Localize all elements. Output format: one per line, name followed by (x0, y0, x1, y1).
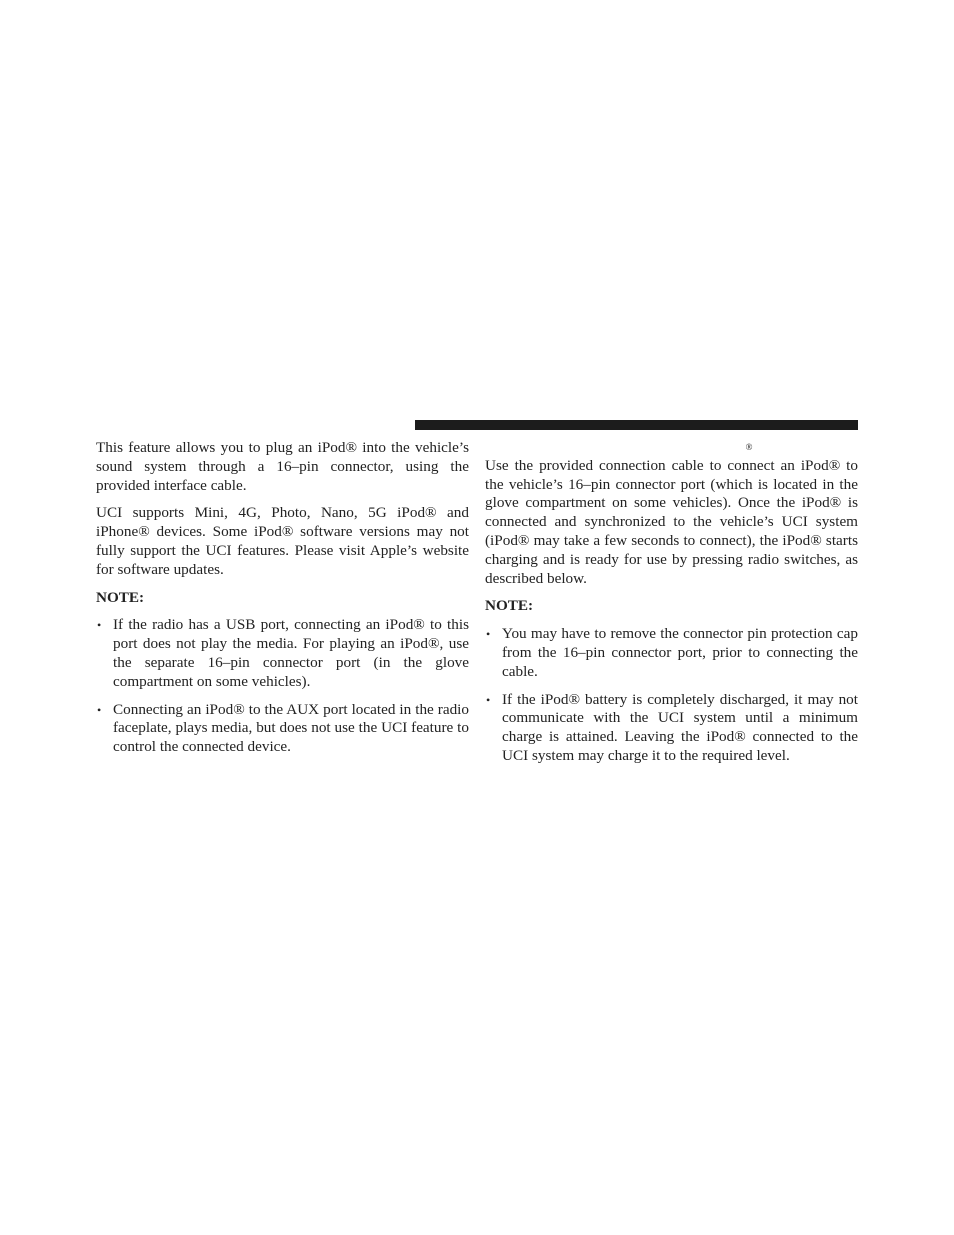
heading-registered-mark: ® (745, 442, 753, 452)
left-column (96, 439, 469, 766)
note-text: If the radio has a USB port, connecting an iPod® to this port does not play the media. For playing an iPod®, use the separate 16–pin connector port (in the glove compartment on some vehicles). (113, 616, 469, 690)
note-list (96, 616, 469, 757)
intro-paragraph: This feature allows you to plug an iPod® into the vehicle’s sound system through a 16–pin connector, using the provided interface cable. (96, 439, 469, 494)
supported-devices-paragraph: UCI supports Mini, 4G, Photo, Nano, 5G iPod® and iPhone® devices. Some iPod® software versions may not fully support the UCI features. Please visit Apple’s website for software updates. (96, 504, 469, 578)
note-list (485, 625, 858, 766)
note-text: Connecting an iPod® to the AUX port located in the radio faceplate, plays media, but does not use the UCI feature to control the connected device. (113, 700, 469, 756)
section-header-bar (415, 420, 858, 430)
note-label: NOTE: (96, 588, 145, 606)
note-item (96, 701, 469, 757)
bullet-icon: • (486, 692, 491, 707)
bullet-icon: • (97, 702, 102, 717)
note-item (485, 625, 858, 681)
note-item (485, 691, 858, 766)
connection-paragraph: Use the provided connection cable to connect an iPod® to the vehicle’s 16–pin connector port (which is located in the glove compartment on some vehicles). Once the iPod® is connected and synchronized to the vehicle’s UCI system (iPod® may take a few seconds to connect), the iPod® starts charging and is ready for use by pressing radio switches, as described below. (485, 456, 858, 587)
note-label: NOTE: (485, 597, 534, 615)
bullet-icon: • (486, 627, 491, 642)
bullet-icon: • (97, 618, 102, 633)
note-text: If the iPod® battery is completely discharged, it may not communicate with the UCI system until a minimum charge is attained. Leaving the iPod® connected to the UCI system may charge it to the required level. (502, 690, 858, 764)
right-column (485, 438, 858, 775)
note-text: You may have to remove the connector pin protection cap from the 16–pin connector port, prior to connecting the cable. (502, 625, 858, 680)
note-item (96, 616, 469, 691)
